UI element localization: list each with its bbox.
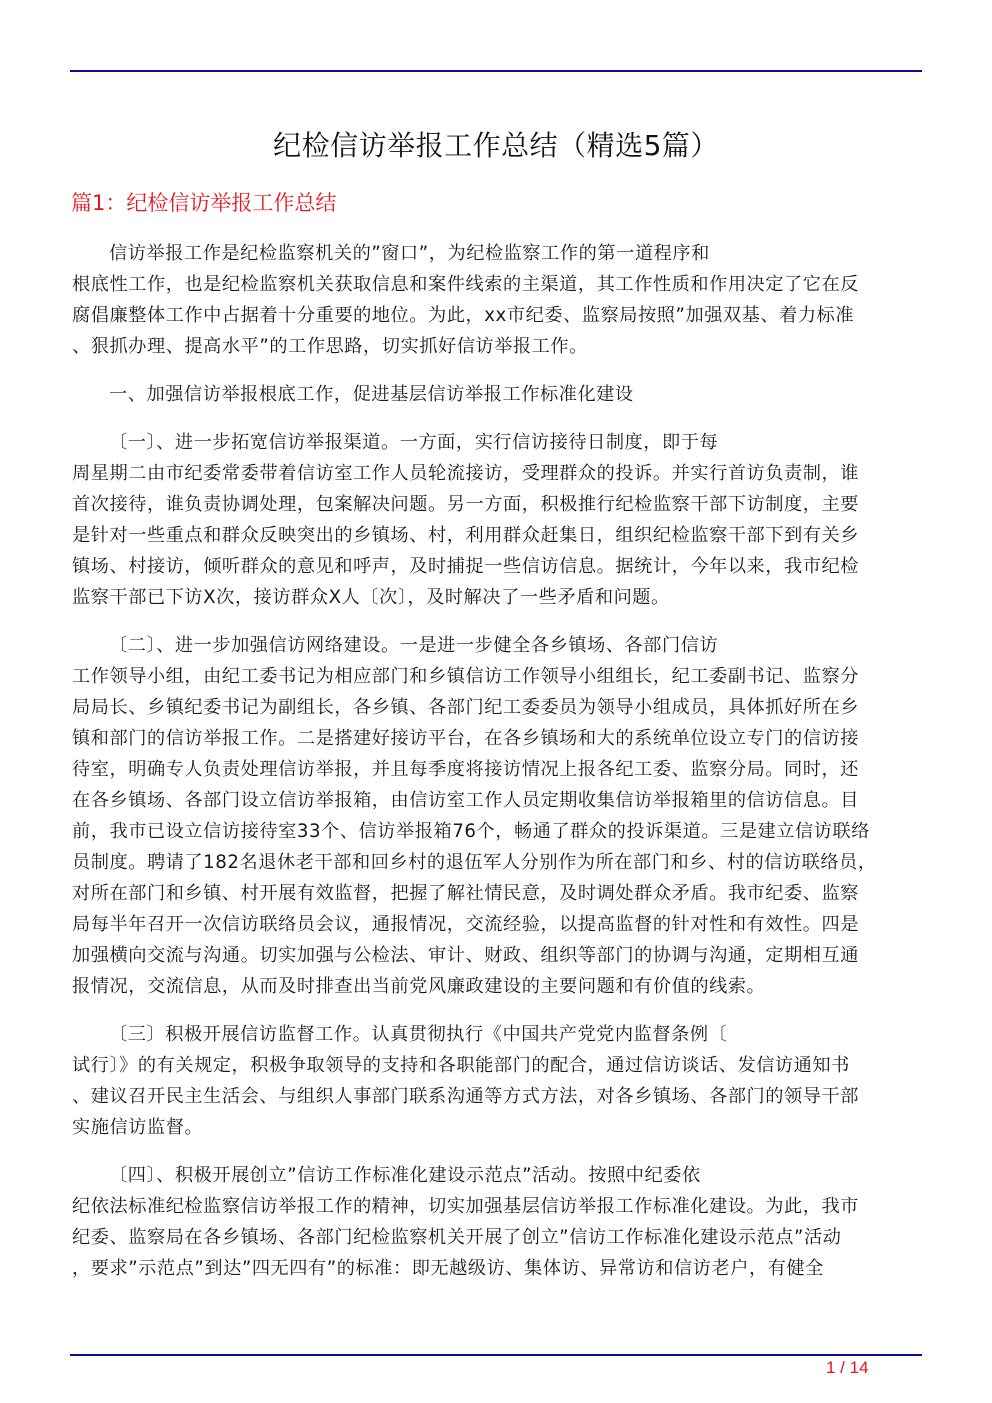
text-line: 、建议召开民主生活会、与组织人事部门联系沟通等方式方法，对各乡镇场、各部门的领导干部	[72, 1086, 859, 1107]
text-line: 纪依法标准纪检监察信访举报工作的精神，切实加强基层信访举报工作标准化建设。为此，我市	[72, 1196, 859, 1217]
text-line: 对所在部门和乡镇、村开展有效监督，把握了解社情民意，及时调处群众矛盾。我市纪委、监察	[72, 883, 859, 904]
text-line: 腐倡廉整体工作中占据着十分重要的地位。为此，xx市纪委、监察局按照”加强双基、着力标准	[72, 305, 855, 326]
heading-part-one	[72, 379, 917, 410]
page-number: 1 / 14	[826, 1358, 869, 1377]
text-line: 〔一〕、进一步拓宽信访举报渠道。一方面，实行信访接待日制度，即于每	[109, 432, 719, 453]
document-body	[72, 238, 917, 1301]
text-line: 镇和部门的信访举报工作。二是搭建好接访平台，在各乡镇场和大的系统单位设立专门的信访接	[72, 728, 859, 749]
text-line: 根底性工作，也是纪检监察机关获取信息和案件线索的主渠道，其工作性质和作用决定了它在反	[72, 274, 859, 295]
paragraph-item-2	[72, 630, 917, 1002]
text-line: 实施信访监督。	[72, 1117, 204, 1138]
paragraph-intro	[72, 238, 917, 362]
text-line: 是针对一些重点和群众反映突出的乡镇场、村，利用群众赶集日，组织纪检监察干部下到有关乡	[72, 525, 859, 546]
footer-rule	[70, 1354, 922, 1356]
text-line: 局每半年召开一次信访联络员会议，通报情况，交流经验，以提高监督的针对性和有效性。四是	[72, 914, 859, 935]
text-line: 监察干部已下访X次，接访群众X人〔次〕，及时解决了一些矛盾和问题。	[72, 587, 670, 608]
text-line: ，要求”示范点”到达”四无四有”的标准：即无越级访、集体访、异常访和信访老户，有健全	[72, 1258, 824, 1279]
section-title: 篇1：纪检信访举报工作总结	[71, 191, 337, 215]
text-line: 周星期二由市纪委常委带着信访室工作人员轮流接访，受理群众的投诉。并实行首访负责制，谁	[72, 463, 859, 484]
text-line: 待室，明确专人负责处理信访举报，并且每季度将接访情况上报各纪工委、监察分局。同时，还	[72, 759, 859, 780]
document-title: 纪检信访举报工作总结（精选5篇）	[273, 129, 719, 162]
header-rule	[70, 70, 922, 72]
paragraph-item-1	[72, 427, 917, 613]
text-line: 〔四〕、积极开展创立”信访工作标准化建设示范点”活动。按照中纪委依	[109, 1165, 701, 1186]
text-line: 〔三〕积极开展信访监督工作。认真贯彻执行《中国共产党党内监督条例〔	[109, 1024, 728, 1045]
text-line: 一、加强信访举报根底工作，促进基层信访举报工作标准化建设	[109, 384, 634, 405]
text-line: 加强横向交流与沟通。切实加强与公检法、审计、财政、组织等部门的协调与沟通，定期相互通	[72, 945, 859, 966]
text-line: 前，我市已设立信访接待室33个、信访举报箱76个，畅通了群众的投诉渠道。三是建立信访联络	[72, 821, 870, 842]
text-line: 、狠抓办理、提高水平”的工作思路，切实抓好信访举报工作。	[72, 336, 588, 357]
text-line: 工作领导小组，由纪工委书记为相应部门和乡镇信访工作领导小组组长，纪工委副书记、监察分	[72, 666, 859, 687]
paragraph-item-3	[72, 1019, 917, 1143]
text-line: 试行〕》的有关规定，积极争取领导的支持和各职能部门的配合，通过信访谈话、发信访通知书	[72, 1055, 850, 1076]
text-line: 〔二〕、进一步加强信访网络建设。一是进一步健全各乡镇场、各部门信访	[109, 635, 719, 656]
text-line: 信访举报工作是纪检监察机关的”窗口”，为纪检监察工作的第一道程序和	[109, 243, 710, 264]
text-line: 镇场、村接访，倾听群众的意见和呼声，及时捕捉一些信访信息。据统计，今年以来，我市纪检	[72, 556, 859, 577]
text-line: 纪委、监察局在各乡镇场、各部门纪检监察机关开展了创立”信访工作标准化建设示范点”活动	[72, 1227, 842, 1248]
text-line: 报情况，交流信息，从而及时排查出当前党风廉政建设的主要问题和有价值的线索。	[72, 976, 766, 997]
text-line: 首次接待，谁负责协调处理，包案解决问题。另一方面，积极推行纪检监察干部下访制度，主要	[72, 494, 859, 515]
paragraph-item-4	[72, 1160, 917, 1284]
text-line: 在各乡镇场、各部门设立信访举报箱，由信访室工作人员定期收集信访举报箱里的信访信息。目	[72, 790, 859, 811]
text-line: 员制度。聘请了182名退休老干部和回乡村的退伍军人分别作为所在部门和乡、村的信访联络员，	[72, 852, 877, 873]
text-line: 局局长、乡镇纪委书记为副组长，各乡镇、各部门纪工委委员为领导小组成员，具体抓好所在乡	[72, 697, 859, 718]
